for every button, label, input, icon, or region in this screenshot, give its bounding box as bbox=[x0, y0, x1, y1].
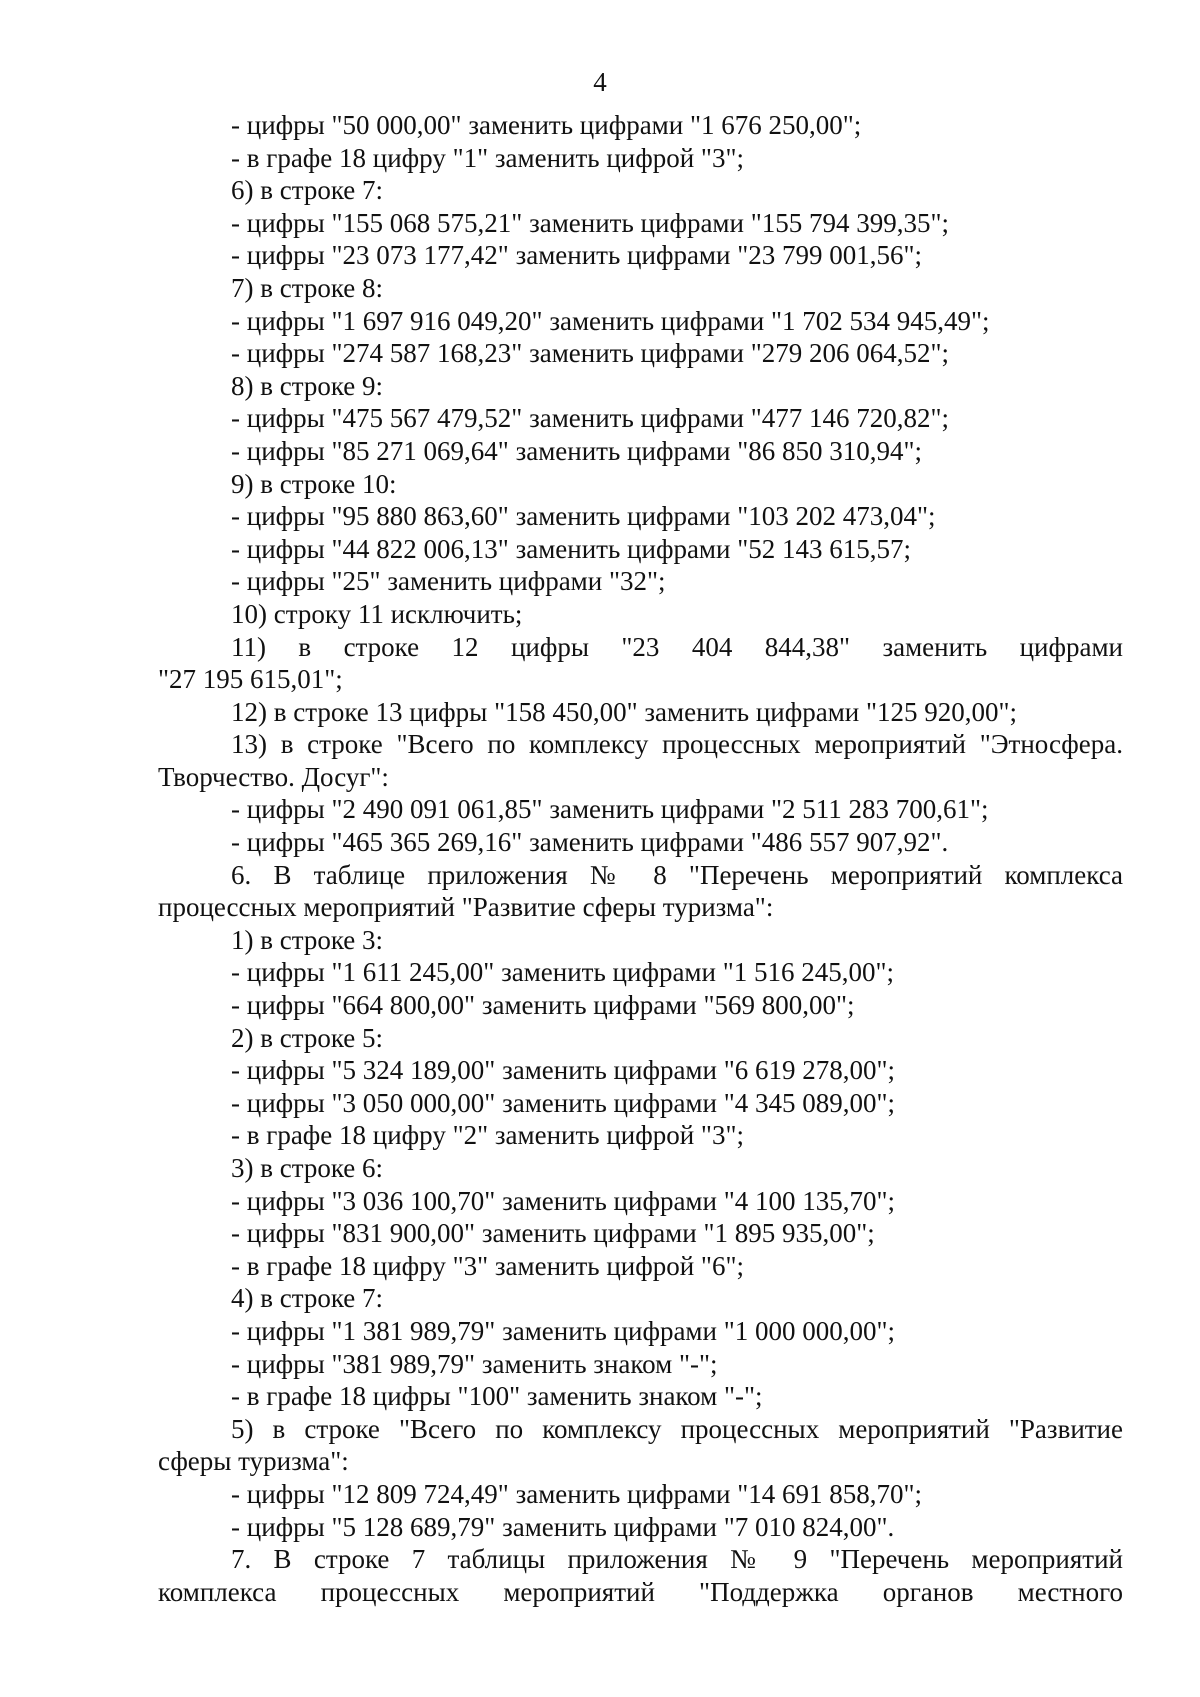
text-line: 3) в строке 6: bbox=[231, 1153, 384, 1183]
text-line: 9) в строке 10: bbox=[231, 468, 397, 499]
text-line: сферы туризма": bbox=[158, 1446, 349, 1477]
text-line: - цифры "12 809 724,49" заменить цифрами "14 691 858,70"; bbox=[231, 1478, 923, 1509]
text-line: комплекса процессных мероприятий "Поддержка органов местного bbox=[158, 1576, 1123, 1607]
text-line: 13) в строке "Всего по комплексу процессных мероприятий "Этносфера. bbox=[231, 729, 1123, 760]
text-line: - цифры "50 000,00" заменить цифрами "1 676 250,00"; bbox=[231, 110, 862, 140]
text-line: "27 195 615,01"; bbox=[158, 664, 343, 695]
text-line: 5) в строке "Всего по комплексу процессных мероприятий "Развитие bbox=[231, 1413, 1123, 1444]
text-line: процессных мероприятий "Развитие сферы туризма": bbox=[158, 892, 774, 923]
text-line: - цифры "23 073 177,42" заменить цифрами "23 799 001,56"; bbox=[231, 240, 923, 271]
text-line: 12) в строке 13 цифры "158 450,00" заменить цифрами "125 920,00"; bbox=[231, 696, 1018, 727]
text-line: - в графе 18 цифру "1" заменить цифрой "3"; bbox=[231, 142, 744, 173]
text-line: 8) в строке 9: bbox=[231, 370, 384, 401]
text-line: - цифры "3 036 100,70" заменить цифрами "4 100 135,70"; bbox=[231, 1185, 896, 1216]
text-line: - цифры "2 490 091 061,85" заменить цифрами "2 511 283 700,61"; bbox=[231, 794, 989, 825]
text-line: - цифры "1 611 245,00" заменить цифрами "1 516 245,00"; bbox=[231, 957, 895, 988]
text-line: - цифры "44 822 006,13" заменить цифрами "52 143 615,57; bbox=[231, 533, 911, 564]
text-line: - цифры "5 128 689,79" заменить цифрами "7 010 824,00". bbox=[231, 1511, 895, 1542]
text-line: 1) в строке 3: bbox=[231, 924, 384, 955]
text-line: Творчество. Досуг": bbox=[158, 761, 389, 792]
text-line: 7. В строке 7 таблицы приложения № 9 "Перечень мероприятий bbox=[231, 1544, 1123, 1575]
text-line: 7) в строке 8: bbox=[231, 272, 384, 303]
text-line: - цифры "465 365 269,16" заменить цифрами "486 557 907,92". bbox=[231, 827, 949, 858]
text-line: - цифры "25" заменить цифрами "32"; bbox=[231, 566, 666, 597]
text-line: - цифры "155 068 575,21" заменить цифрами "155 794 399,35"; bbox=[231, 207, 950, 238]
text-line: 4) в строке 7: bbox=[231, 1283, 384, 1314]
text-line: 6) в строке 7: bbox=[231, 175, 384, 206]
text-line: - цифры "831 900,00" заменить цифрами "1 895 935,00"; bbox=[231, 1218, 875, 1249]
text-line: - цифры "1 697 916 049,20" заменить цифрами "1 702 534 945,49"; bbox=[231, 305, 990, 336]
text-line: - в графе 18 цифры "100" заменить знаком "-"; bbox=[231, 1381, 763, 1412]
text-line: 11) в строке 12 цифры "23 404 844,38" заменить цифрами bbox=[231, 631, 1123, 662]
text-line: - цифры "381 989,79" заменить знаком "-"; bbox=[231, 1348, 718, 1379]
text-line: 10) строку 11 исключить; bbox=[231, 598, 523, 629]
text-line: 2) в строке 5: bbox=[231, 1022, 384, 1053]
text-line: - цифры "3 050 000,00" заменить цифрами "4 345 089,00"; bbox=[231, 1087, 896, 1118]
text-line: - цифры "664 800,00" заменить цифрами "569 800,00"; bbox=[231, 990, 855, 1021]
text-line: - цифры "95 880 863,60" заменить цифрами "103 202 473,04"; bbox=[231, 501, 936, 532]
text-line: - цифры "274 587 168,23" заменить цифрами "279 206 064,52"; bbox=[231, 338, 950, 369]
text-line: - цифры "85 271 069,64" заменить цифрами "86 850 310,94"; bbox=[231, 435, 923, 466]
text-line: - цифры "1 381 989,79" заменить цифрами "1 000 000,00"; bbox=[231, 1315, 896, 1346]
text-line: - в графе 18 цифру "2" заменить цифрой "3"; bbox=[231, 1120, 744, 1151]
text-line: 6. В таблице приложения № 8 "Перечень мероприятий комплекса bbox=[231, 859, 1123, 890]
document-body bbox=[158, 109, 1123, 1608]
text-line: - в графе 18 цифру "3" заменить цифрой "6"; bbox=[231, 1250, 744, 1281]
text-line: - цифры "5 324 189,00" заменить цифрами "6 619 278,00"; bbox=[231, 1055, 896, 1086]
text-line: - цифры "475 567 479,52" заменить цифрами "477 146 720,82"; bbox=[231, 403, 950, 434]
page-number: 4 bbox=[593, 67, 607, 97]
